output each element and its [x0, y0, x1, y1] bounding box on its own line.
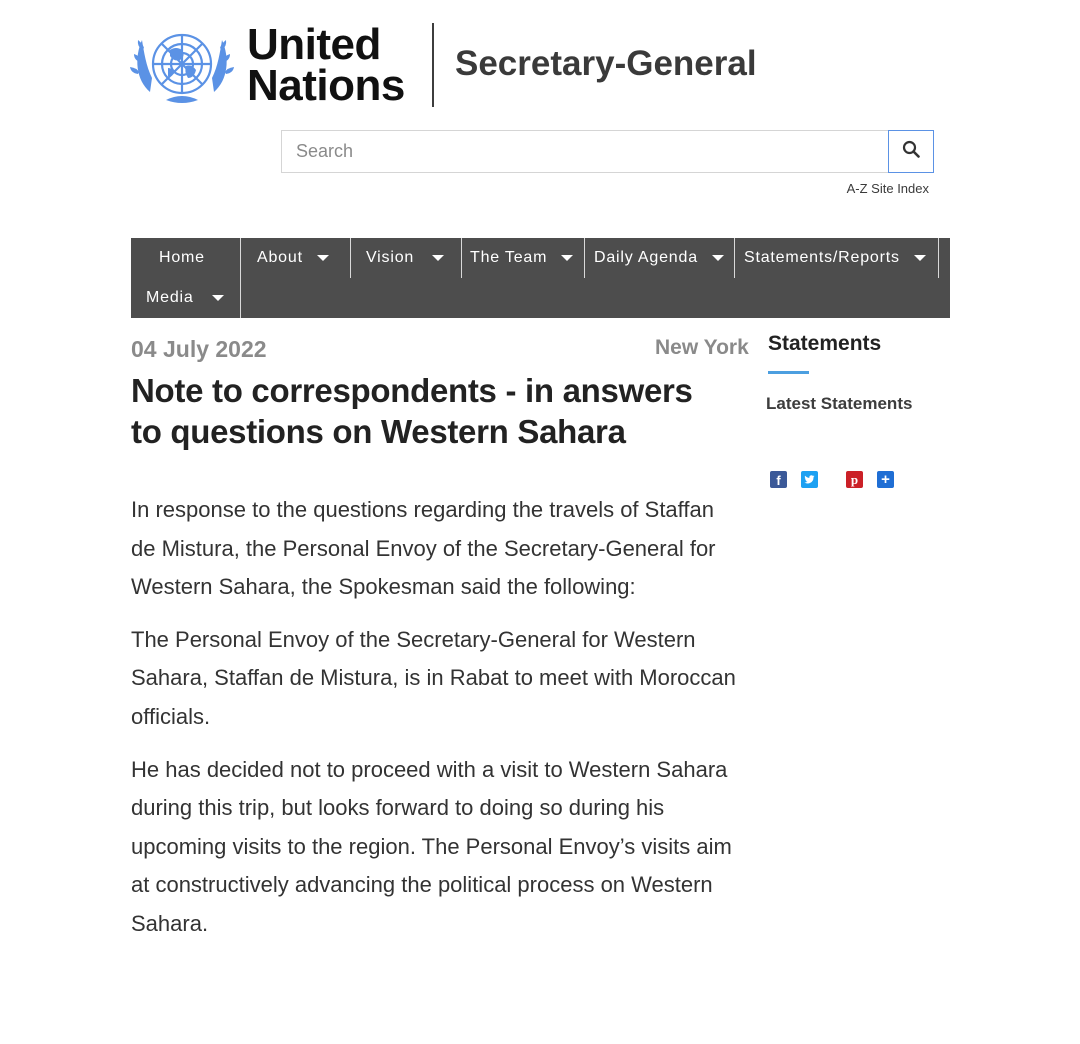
nav-item-daily-agenda[interactable] [594, 238, 724, 278]
nav-item-about[interactable] [257, 238, 329, 278]
un-wordmark[interactable] [247, 20, 405, 110]
article-body [131, 491, 741, 958]
nav-divider [734, 238, 735, 278]
nav-divider [938, 238, 939, 278]
logo-divider [432, 23, 434, 107]
article-date: 04 July 2022 [131, 336, 267, 362]
nav-divider [350, 238, 351, 278]
nav-divider [461, 238, 462, 278]
nav-divider [240, 238, 241, 278]
facebook-icon[interactable]: f [770, 471, 787, 488]
search-icon [902, 140, 920, 163]
article-title: Note to correspondents - in answers to questions on Western Sahara [131, 372, 693, 450]
un-emblem-logo[interactable] [130, 22, 234, 108]
search-bar [281, 130, 934, 173]
nav-item-the-team[interactable] [470, 238, 573, 278]
search-button[interactable] [888, 130, 934, 173]
search-input[interactable] [281, 130, 888, 173]
add-share-icon[interactable]: + [877, 471, 894, 488]
nav-label: About [257, 249, 303, 266]
nav-divider [240, 278, 241, 318]
caret-down-icon [317, 255, 329, 261]
twitter-icon[interactable] [801, 471, 818, 488]
logo-line-nations: Nations [247, 61, 405, 110]
nav-label: Vision [366, 249, 415, 266]
article-location: New York [655, 336, 749, 359]
az-site-index-link[interactable]: A-Z Site Index [846, 181, 929, 196]
nav-label: Statements/Reports [744, 249, 900, 266]
main-navigation [131, 238, 950, 318]
sidebar-title: Statements [768, 332, 882, 355]
nav-divider [584, 238, 585, 278]
caret-down-icon [212, 295, 224, 301]
nav-item-statements-reports[interactable] [744, 238, 926, 278]
nav-label: The Team [470, 249, 548, 266]
logo-line-united: United [247, 20, 381, 69]
article-paragraph: He has decided not to proceed with a visit to Western Sahara during this trip, but looks forward to doing so during his upcoming visits to the region. The Personal Envoy’s visits aim at constructively advancing the political process on Western Sahara. [131, 756, 732, 936]
nav-item-home[interactable] [159, 238, 205, 278]
caret-down-icon [914, 255, 926, 261]
nav-item-media[interactable] [146, 278, 224, 318]
site-title[interactable]: Secretary-General [455, 44, 757, 83]
article-paragraph: In response to the questions regarding the travels of Staffan de Mistura, the Personal Envoy of the Secretary-General for Western Sahara, the Spokesman said the following: [131, 497, 716, 600]
nav-label: Daily Agenda [594, 249, 698, 266]
nav-label: Media [146, 289, 194, 306]
latest-statements-link[interactable]: Latest Statements [766, 394, 913, 413]
article-paragraph: The Personal Envoy of the Secretary-General for Western Sahara, Staffan de Mistura, is in Rabat to meet with Moroccan officials. [131, 626, 736, 729]
nav-label: Home [159, 249, 205, 266]
caret-down-icon [561, 255, 573, 261]
caret-down-icon [432, 255, 444, 261]
caret-down-icon [712, 255, 724, 261]
sidebar-title-underline [768, 371, 809, 374]
nav-item-vision[interactable] [366, 238, 444, 278]
pinterest-icon[interactable]: p [846, 471, 863, 488]
